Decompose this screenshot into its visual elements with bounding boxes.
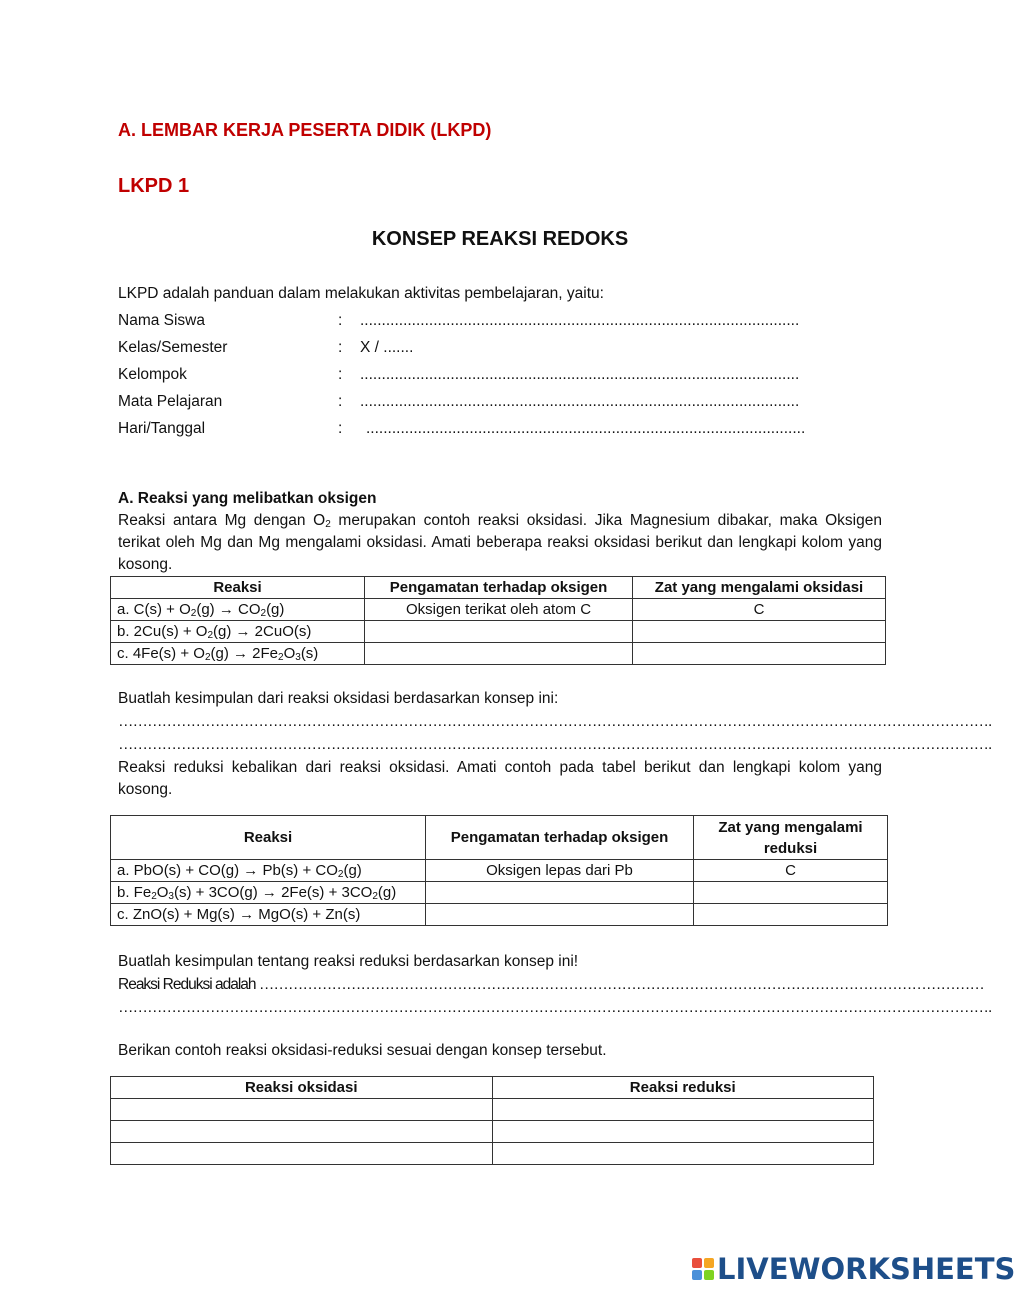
name-field[interactable]: ...................................................................................................... — [360, 312, 800, 329]
answer-cell[interactable] — [694, 904, 888, 926]
reduction-conclusion-prompt: Buatlah kesimpulan tentang reaksi reduksi berdasarkan konsep ini! — [118, 953, 579, 970]
table-header-row — [111, 816, 888, 860]
observation-cell: Oksigen lepas dari Pb — [426, 860, 694, 882]
table-row — [111, 1121, 874, 1143]
reduction-answer-line[interactable]: ………………………………………………………………………………………………………………………………………………………………. — [118, 999, 992, 1016]
logo-square-icon — [704, 1270, 714, 1280]
page-title: KONSEP REAKSI REDOKS — [371, 228, 629, 250]
oxidation-conclusion-prompt: Buatlah kesimpulan dari reaksi oksidasi berdasarkan konsep ini: — [118, 690, 559, 707]
col-header: Zat yang mengalami reduksi — [694, 816, 888, 860]
date-field[interactable]: ...................................................................................................... — [366, 420, 806, 437]
lkpd-number: LKPD 1 — [118, 175, 190, 197]
answer-cell[interactable] — [694, 882, 888, 904]
reaction-cell: a. $PbO(s) + CO(g) \to Pb(s) + CO_2(g)$ — [111, 860, 426, 882]
reduction-answer-line[interactable]: Reaksi Reduksi adalah …………………………………………………………………………………………………………………………………… — [118, 976, 984, 993]
logo-square-icon — [692, 1270, 702, 1280]
answer-cell[interactable] — [633, 621, 886, 643]
reduction-table — [110, 815, 888, 926]
oxidation-answer-line[interactable]: ………………………………………………………………………………………………………………………………………………………………. — [118, 736, 992, 753]
class-field[interactable]: X / ....... — [360, 339, 414, 356]
colon: : — [338, 339, 343, 356]
reaction-cell: b. $Fe_2O_3(s) + 3CO(g) \to 2Fe(s) + 3CO_2(g)$ — [111, 882, 426, 904]
brand-logo — [692, 1252, 1015, 1286]
col-header: Reaksi — [111, 577, 365, 599]
col-header: Reaksi oksidasi — [111, 1077, 493, 1099]
logo-square-icon — [704, 1258, 714, 1268]
reaction-cell: c. ZnO(s) + Mg(s) → MgO(s) + Zn(s) — [111, 904, 426, 926]
col-header: Reaksi — [111, 816, 426, 860]
logo-square-icon — [692, 1258, 702, 1268]
name-label: Nama Siswa — [118, 312, 205, 329]
table-row — [111, 860, 888, 882]
subsection-heading: A. Reaksi yang melibatkan oksigen — [118, 490, 377, 507]
example-table — [110, 1076, 874, 1165]
answer-cell[interactable] — [426, 882, 694, 904]
oxidation-answer-line[interactable]: ………………………………………………………………………………………………………………………………………………………………. — [118, 713, 992, 730]
answer-cell[interactable] — [365, 621, 633, 643]
table-row — [111, 621, 886, 643]
table-row — [111, 643, 886, 665]
intro-text: LKPD adalah panduan dalam melakukan aktivitas pembelajaran, yaitu: — [118, 285, 604, 302]
section-heading: A. LEMBAR KERJA PESERTA DIDIK (LKPD) — [118, 120, 492, 140]
oxidation-intro: Reaksi antara Mg dengan $O_2$ merupakan contoh reaksi oksidasi. Jika Magnesium dibakar, maka Oksigen terikat oleh Mg dan Mg mengalami oksidasi. Amati beberapa reaksi oksidasi berikut dan lengkapi kolom yang kosong. — [118, 512, 882, 573]
example-prompt: Berikan contoh reaksi oksidasi-reduksi sesuai dengan konsep tersebut. — [118, 1042, 607, 1059]
reduction-intro: Reaksi reduksi kebalikan dari reaksi oksidasi. Amati contoh pada tabel berikut dan lengkapi kolom yang kosong. — [118, 759, 882, 798]
reaction-cell: c. $4Fe(s) + O_2(g) \to 2Fe_2O_3(s)$ — [111, 643, 365, 665]
reaction-cell: b. $2Cu(s) + O_2(g) \to 2CuO(s)$ — [111, 621, 365, 643]
brand-name: LIVEWORKSHEETS — [717, 1252, 1015, 1286]
substance-cell: C — [633, 599, 886, 621]
answer-cell[interactable] — [111, 1121, 493, 1143]
answer-cell[interactable] — [492, 1143, 874, 1165]
answer-cell[interactable] — [492, 1121, 874, 1143]
answer-cell[interactable] — [492, 1099, 874, 1121]
substance-cell: C — [694, 860, 888, 882]
group-field[interactable]: ...................................................................................................... — [360, 366, 800, 383]
answer-cell[interactable] — [365, 643, 633, 665]
colon: : — [338, 420, 343, 437]
col-header: Reaksi reduksi — [492, 1077, 874, 1099]
answer-cell[interactable] — [111, 1099, 493, 1121]
logo-grid-icon — [692, 1258, 714, 1280]
table-header-row — [111, 1077, 874, 1099]
subject-field[interactable]: ...................................................................................................... — [360, 393, 800, 410]
table-header-row — [111, 577, 886, 599]
date-label: Hari/Tanggal — [118, 420, 206, 437]
col-header: Pengamatan terhadap oksigen — [426, 816, 694, 860]
oxidation-table — [110, 576, 886, 665]
observation-cell: Oksigen terikat oleh atom C — [365, 599, 633, 621]
reaction-cell: a. $C(s) + O_2(g) \to CO_2(g)$ — [111, 599, 365, 621]
table-row — [111, 904, 888, 926]
answer-cell[interactable] — [633, 643, 886, 665]
group-label: Kelompok — [118, 366, 187, 383]
answer-cell[interactable] — [426, 904, 694, 926]
col-header: Zat yang mengalami oksidasi — [633, 577, 886, 599]
table-row — [111, 1099, 874, 1121]
col-header: Pengamatan terhadap oksigen — [365, 577, 633, 599]
class-label: Kelas/Semester — [118, 339, 228, 356]
colon: : — [338, 312, 343, 329]
table-row — [111, 882, 888, 904]
colon: : — [338, 393, 343, 410]
table-row — [111, 599, 886, 621]
table-row — [111, 1143, 874, 1165]
answer-cell[interactable] — [111, 1143, 493, 1165]
subject-label: Mata Pelajaran — [118, 393, 223, 410]
colon: : — [338, 366, 343, 383]
